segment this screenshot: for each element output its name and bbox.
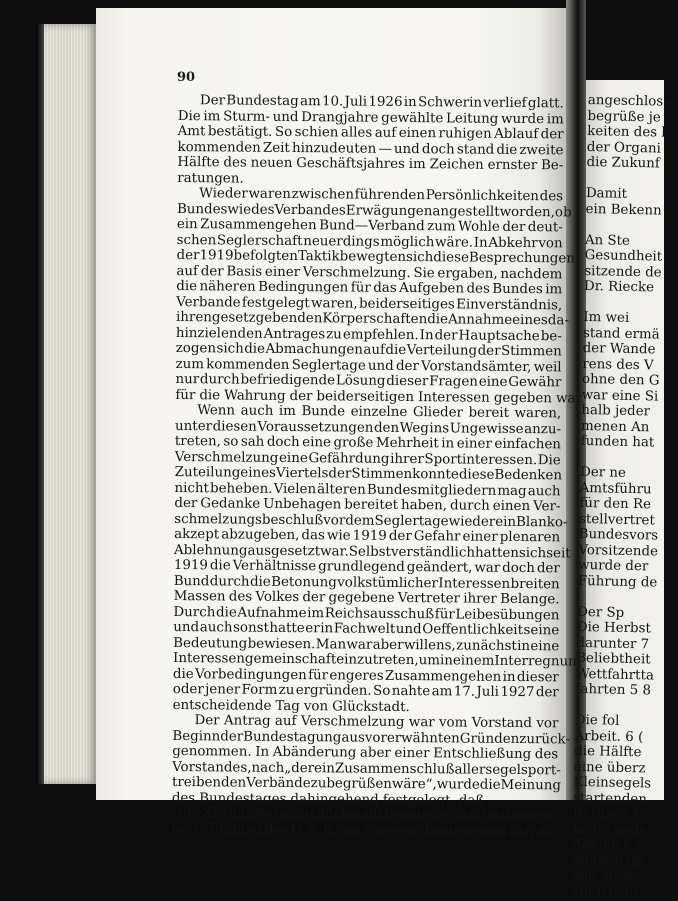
- facing-text-line: für den Re: [579, 495, 652, 513]
- text-line: ratungen.: [177, 170, 244, 187]
- facing-text-line: Die fol: [574, 712, 620, 729]
- page-number: 90: [177, 70, 196, 85]
- text-line: hinzielenden Antrages zu empfehlen. In der Hauptsache be-: [175, 325, 562, 344]
- facing-text-line: die Hälfte: [574, 743, 642, 761]
- text-line: Verschmelzung eine Gefährdung ihrer Sportinteressen. Die: [174, 449, 561, 468]
- facing-text-line: startenden: [573, 790, 648, 807]
- facing-text-line: [583, 294, 653, 311]
- facing-text-line: Berliner F: [572, 805, 643, 823]
- text-line: „der XI. Bundestag in Glückstadt feststelle, daß die Daseins-: [171, 805, 558, 825]
- text-line: die näheren Bedingungen für das Aufgeben des Bundes im: [176, 278, 563, 298]
- facing-text-line: Beliebtheit: [576, 650, 651, 668]
- facing-text-line: [577, 589, 647, 606]
- text-line: Wenn auch im Bunde einzelne Glieder bereit waren,: [197, 403, 562, 422]
- paragraph: [177, 93, 564, 189]
- text-line: akzept abzugeben, das wie 1919 der Gefahr einer plenaren: [174, 526, 561, 546]
- facing-text-line: halb jeder: [581, 402, 651, 420]
- text-line: genommen. In Abänderung aber einer Entschließung des: [172, 743, 559, 763]
- facing-text-line: sitzende de: [584, 263, 662, 281]
- facing-text-line: wurde der: [577, 557, 649, 575]
- facing-text-line: Der Sp: [576, 604, 625, 621]
- facing-text-line: Kleinsegels: [573, 774, 652, 792]
- facing-text-line: keine ande: [572, 821, 647, 838]
- facing-text-line: die Zukunf: [586, 154, 660, 172]
- facing-text-line: angeschlosse: [587, 93, 678, 110]
- facing-text-line: Amtsführu: [579, 480, 652, 497]
- facing-text-line: Die Herbst: [576, 619, 651, 637]
- text-line: Verbande festgelegt waren, beiderseitiges Einverständnis,: [176, 294, 563, 313]
- facing-text-line: menen An: [580, 418, 650, 435]
- text-line: entscheidende Tag von Glückstadt.: [172, 697, 410, 715]
- facing-text-line: Aehnlich i: [572, 836, 641, 854]
- facing-text-line: der Organi: [586, 139, 662, 157]
- paragraph: [171, 713, 570, 809]
- facing-text-line: bungen un: [571, 852, 645, 869]
- text-line: berechtigung des D. S. B. nach wie vor bestehe und daß die: [171, 821, 558, 840]
- facing-text-line: Wettfahrtta: [575, 666, 655, 684]
- facing-text-line: fahrten 5 8: [575, 681, 652, 699]
- text-line: Bedeutung bewiesen. Man war aber willens, zunächst in eine: [173, 635, 560, 654]
- facing-text-line: Vorsitzende: [578, 542, 659, 560]
- facing-text-line: [580, 449, 650, 466]
- text-line: Der Antrag auf Verschmelzung war vom Vorstand vor: [194, 713, 559, 732]
- paragraph: [172, 806, 558, 840]
- text-line: Wieder waren zwischen führenden Persönlichkeiten des: [199, 186, 564, 205]
- facing-text-line: stellvertret: [578, 511, 655, 528]
- text-line: Hälfte des neuen Geschäftsjahres im Zeichen ernster Be-: [177, 154, 564, 174]
- facing-text-line: der Wande: [582, 340, 656, 358]
- text-line: 1919 die Verhältnisse grundlegend geändert, war doch der: [173, 557, 560, 577]
- facing-text-line: An Ste: [584, 232, 631, 249]
- text-line: Vorstandes, nach „der ein Zusammenschluß aller segelsport-: [172, 759, 561, 778]
- text-line: die Vorbedingungen für engeres Zusammengehen in dieser: [172, 666, 559, 685]
- facing-text-line: Bundesvors: [578, 526, 659, 544]
- text-line: Bund durch die Betonung volkstümlicher Interessen breiten: [173, 573, 560, 592]
- facing-text-line: Führung de: [577, 573, 658, 591]
- facing-text-line: stand ermä: [582, 325, 660, 343]
- paragraph: [172, 403, 581, 716]
- text-line: Interessengemeinschaft einzutreten, um in einem Interregnum: [172, 650, 581, 670]
- text-line: nicht beheben. Vielen älteren Bundesmitgliedern mag auch: [174, 480, 561, 499]
- text-line: und auch sonst hatte er in Fachwelt und Oeffentlichkeit seine: [173, 619, 560, 639]
- facing-text-line: [575, 697, 645, 714]
- facing-text-line: war eine Si: [581, 387, 659, 405]
- text-line: Der Bundestag am 10. Juli 1926 in Schwerin verlief glatt.: [199, 93, 564, 112]
- facing-text-line: auf frucht: [571, 883, 639, 900]
- text-line: treten, so sah doch eine große Mehrheit in einer einfachen: [174, 433, 561, 453]
- text-line: des Bundestages dahingehend festgelegt, daß: [171, 790, 485, 809]
- text-line: Amt bestätigt. So schien alles auf einen ruhigen Ablauf der: [177, 123, 564, 143]
- text-line: der 1919 befolgten Taktik bewegten sich diese Besprechungen: [176, 247, 575, 267]
- text-line: unter diesen Voraussetzungen den Weg ins Ungewisse anzu-: [175, 418, 562, 437]
- facing-text-line: Gesundheit: [584, 247, 663, 265]
- facing-text-line: Arbeit. 6 (: [574, 728, 644, 745]
- main-text: [171, 93, 585, 840]
- paragraph: [175, 186, 585, 407]
- text-line: Durch die Aufnahme im Reichsausschuß für Leibesübungen: [173, 604, 560, 623]
- text-line: kommenden Zeit hinzudeuten — und doch stand die zweite: [177, 139, 564, 158]
- facing-text-line: keiten des l: [587, 123, 666, 141]
- text-line: Bundes wie des Verbandes Erwägungen angestellt worden, ob: [176, 201, 572, 220]
- facing-text-line: rens des V: [582, 356, 654, 373]
- page-stack-edge: [44, 24, 98, 784]
- text-line: ihren gesetzgebenden Körperschaften die Annahme eines da-: [175, 309, 569, 329]
- facing-text-line: darunter 7: [576, 635, 650, 652]
- text-line: treibenden Verbände zu begrüßen wäre“, wurde die Meinung: [171, 774, 562, 794]
- text-line: auf der Basis einer Verschmelzung. Sie ergaben, nachdem: [176, 263, 563, 282]
- facing-text-line: Der ne: [579, 464, 627, 481]
- text-line: der Gedanke Unbehagen bereitet haben, durch einen Ver-: [174, 495, 561, 515]
- text-line: Beginn der Bundestagung aus vorerwähnten Gründen zurück-: [172, 728, 570, 747]
- text-line: Massen des Volkes der gegebene Vertreter ihrer Belange.: [173, 588, 560, 608]
- facing-text-line: Dr. Riecke: [583, 278, 655, 296]
- text-line: Ablehnung ausgesetzt war. Selbstverständlich hatten sich seit: [173, 542, 571, 561]
- text-line: schmelzungsbeschluß vor dem Seglertage wieder ein Blanko-: [174, 511, 568, 530]
- text-line: für die Wahrung der beiderseitigen Interessen gegeben war.: [175, 387, 585, 407]
- text-line: zogen sich die Abmachungen auf die Verteilung der Stimmen: [175, 340, 562, 360]
- facing-text-line: daß auch: [571, 867, 635, 885]
- text-line: ein Zusammengehen Bund—Verband zum Wohle der deut-: [176, 216, 563, 236]
- facing-text-line: funden hat: [580, 433, 655, 451]
- text-line: oder jener Form zu ergründen. So nahte am 17. Juli 1927 der: [172, 681, 559, 701]
- text-line: nur durch befriedigende Lösung dieser Fragen eine Gewähr: [175, 371, 562, 391]
- text-line: Die im Sturm- und Drangjahre gewählte Leitung wurde im: [177, 108, 564, 127]
- facing-text-line: [586, 170, 656, 187]
- text-line: schen Seglerschaft neuerdings möglich wäre. In Abkehr von: [176, 232, 563, 251]
- facing-text-line: begrüße je: [587, 108, 661, 126]
- facing-text-line: Damit: [585, 185, 628, 202]
- facing-text-line: eine überz: [573, 759, 646, 776]
- facing-text-line: [585, 217, 655, 234]
- facing-text-line: ein Bekenn: [585, 201, 662, 219]
- text-line: Zuteilung eines Viertels der Stimmen konnte diese Bedenken: [174, 464, 563, 484]
- text-line: zum kommenden Seglertage und der Vorstandsämter, weil: [175, 356, 562, 375]
- facing-text-line: Im wei: [583, 309, 630, 326]
- facing-text-line: ohne den G: [581, 371, 660, 389]
